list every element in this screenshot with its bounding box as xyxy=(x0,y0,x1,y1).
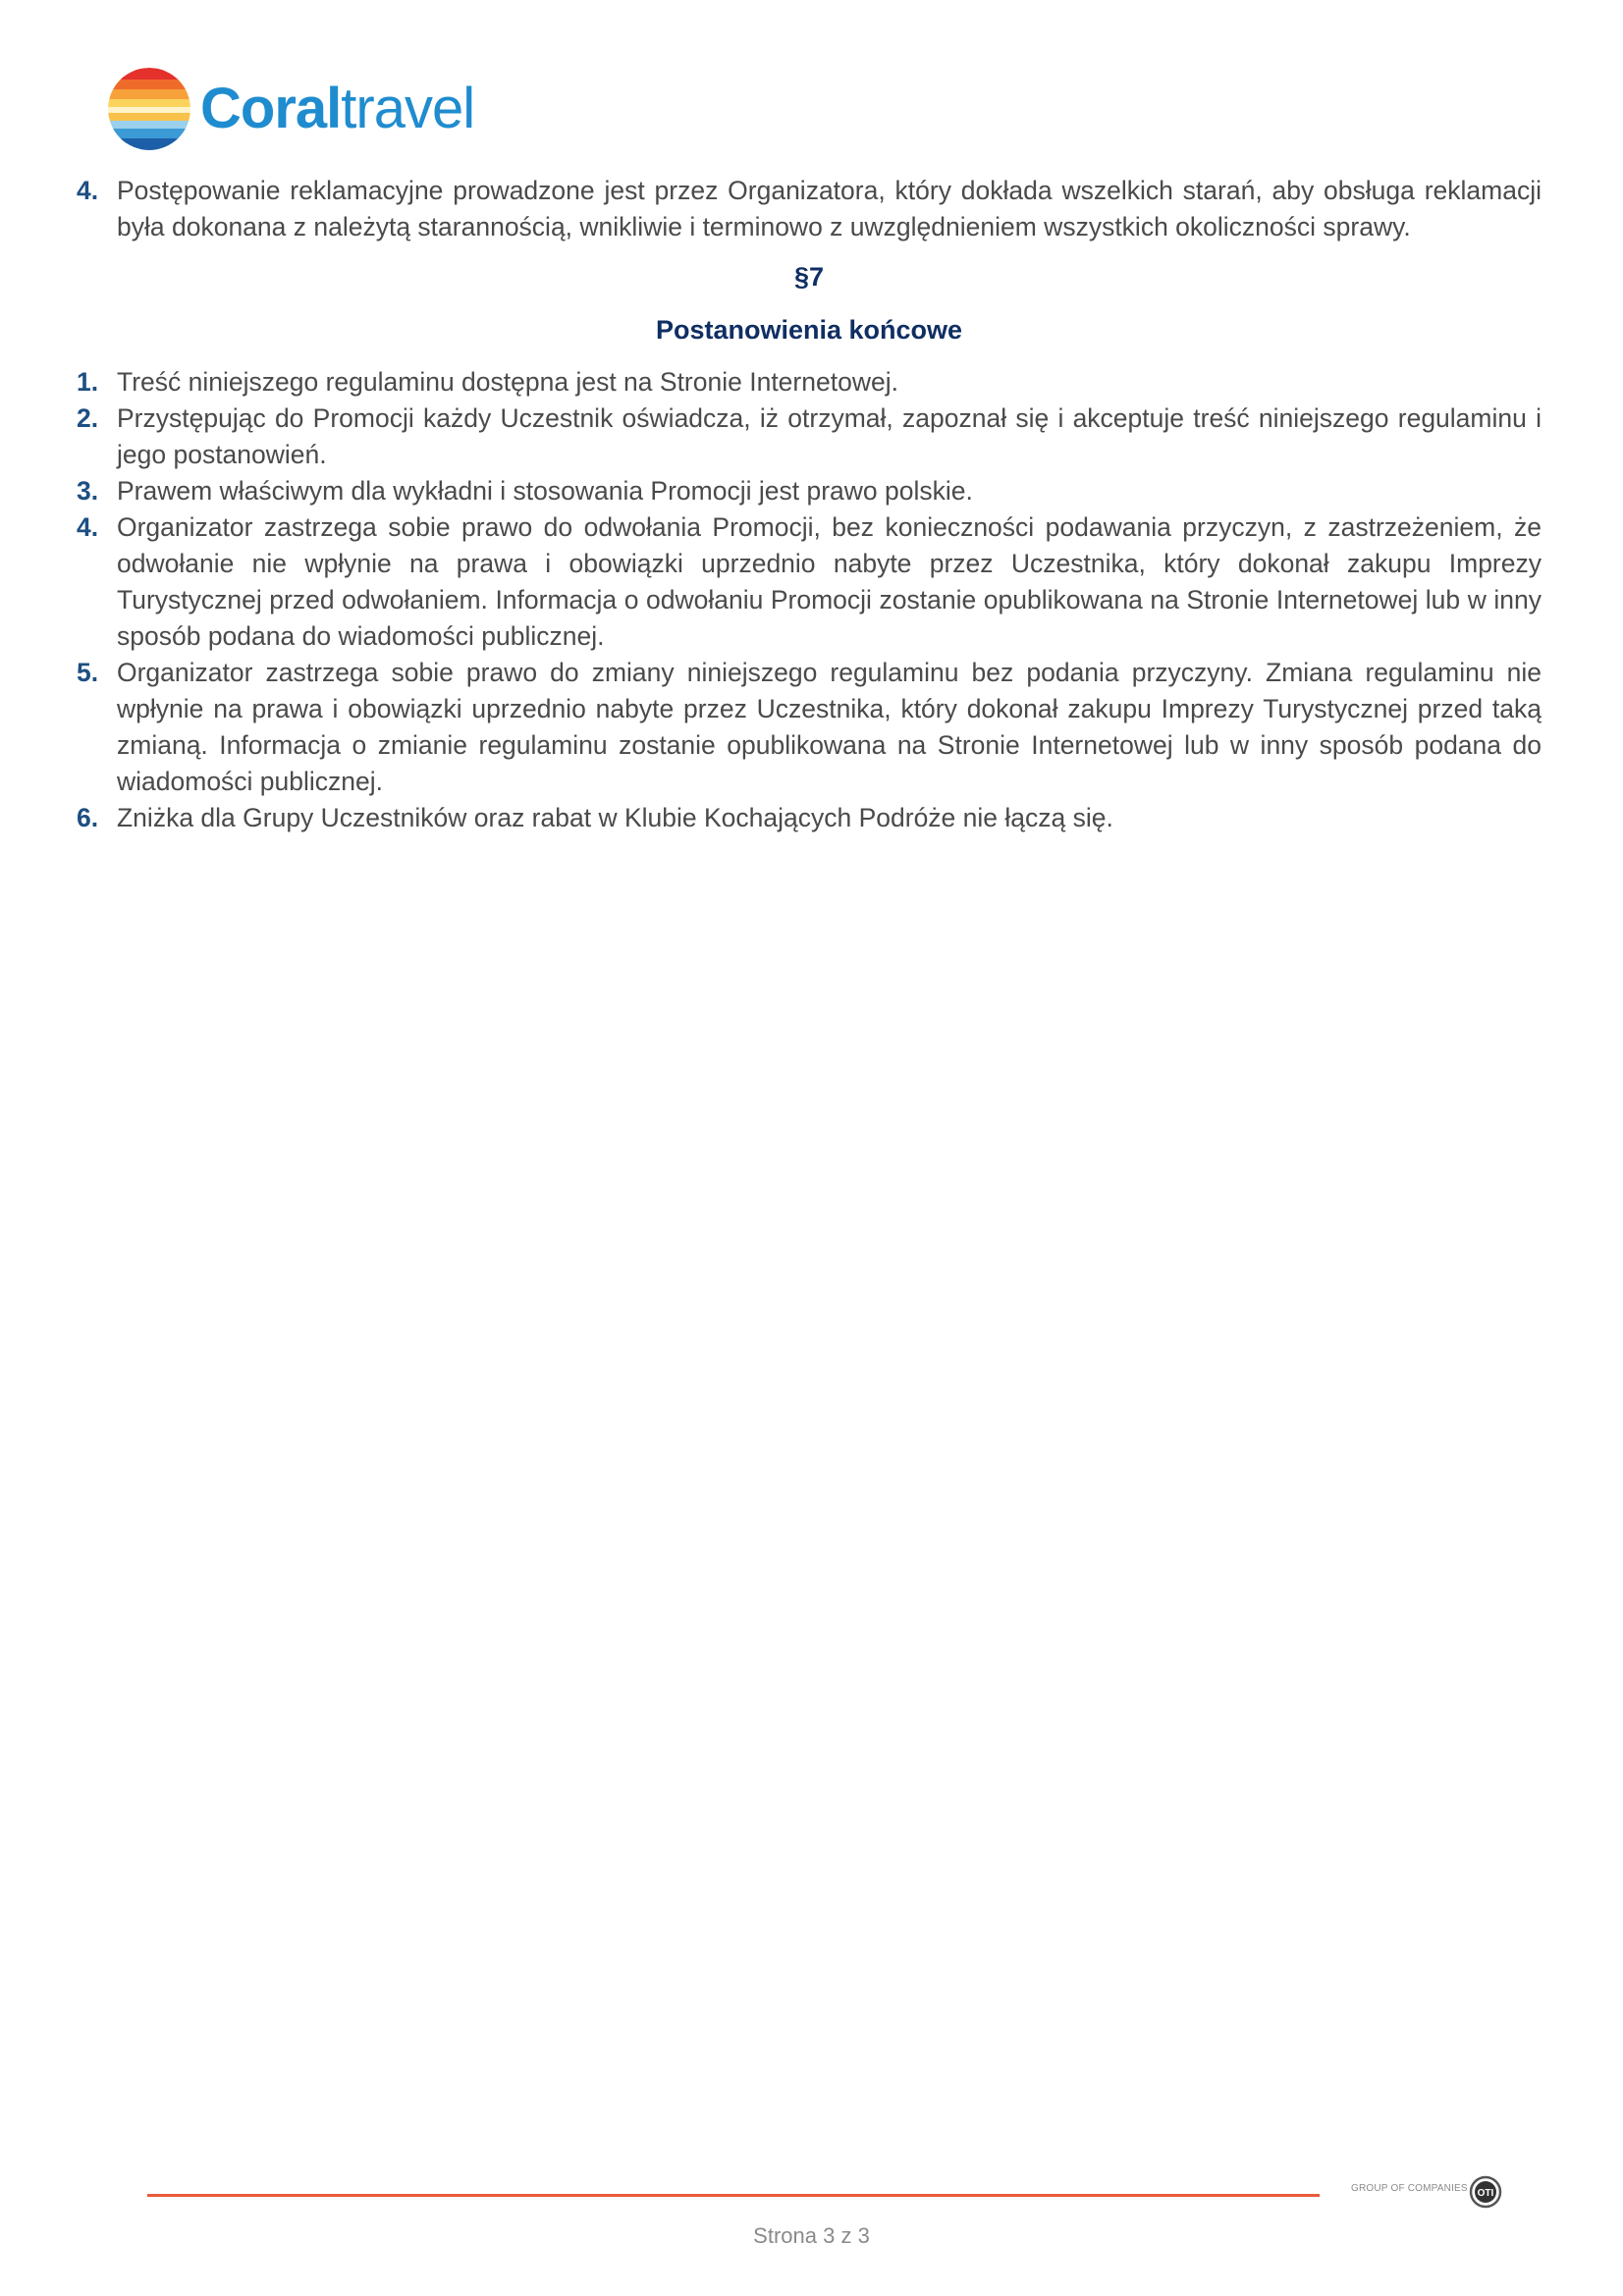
logo-brand-bold: Coral xyxy=(200,77,342,140)
logo-brand-light: travel xyxy=(341,77,475,140)
item-text: Przystępując do Promocji każdy Uczestnik oświadcza, iż otrzymał, zapoznał się i akceptuje treść niniejszego regulaminu i jego postanowień. xyxy=(117,403,1542,469)
footer-divider xyxy=(147,2194,1320,2197)
list-item xyxy=(77,173,1542,245)
item-number: 6. xyxy=(77,803,99,832)
group-of-companies-label: GROUP OF COMPANIES xyxy=(1351,2183,1468,2194)
list-item xyxy=(77,400,1542,473)
item-number: 2. xyxy=(77,403,99,433)
coral-sun-stripes-icon xyxy=(108,68,190,150)
item-number: 4. xyxy=(77,176,99,205)
list-item xyxy=(77,364,1542,400)
list-item xyxy=(77,509,1542,655)
oti-logo-text: OTI xyxy=(1477,2188,1494,2199)
item-text: Postępowanie reklamacyjne prowadzone jest przez Organizatora, który dokłada wszelkich starań, aby obsługa reklamacji była dokonana z należytą starannością, wnikliwie i terminowo z uwzględnieniem wszystkich okoliczności sprawy. xyxy=(117,176,1542,241)
section7-list xyxy=(77,364,1542,836)
item-number: 4. xyxy=(77,512,99,542)
logo-wordmark xyxy=(200,77,475,140)
oti-logo-icon xyxy=(1469,2175,1502,2209)
document-body xyxy=(77,173,1542,836)
item-text: Treść niniejszego regulaminu dostępna jest na Stronie Internetowej. xyxy=(117,367,898,397)
list-item xyxy=(77,655,1542,800)
item-text: Organizator zastrzega sobie prawo do zmiany niniejszego regulaminu bez podania przyczyny. Zmiana regulaminu nie wpłynie na prawa i obowiązki uprzednio nabyte przez Uczestnika, który dokonał zakupu Imprezy Turystycznej przed taką zmianą. Informacja o zmianie regulaminu zostanie opublikowana na Stronie Internetowej lub w inny sposób podana do wiadomości publicznej. xyxy=(117,658,1542,796)
item-text: Zniżka dla Grupy Uczestników oraz rabat w Klubie Kochających Podróże nie łączą się. xyxy=(117,803,1113,832)
item-text: Prawem właściwym dla wykładni i stosowania Promocji jest prawo polskie. xyxy=(117,476,973,506)
list-item xyxy=(77,473,1542,509)
item-text: Organizator zastrzega sobie prawo do odwołania Promocji, bez konieczności podawania przyczyn, z zastrzeżeniem, że odwołanie nie wpłynie na prawa i obowiązki uprzednio nabyte przez Uczestnika, który dokonał zakupu Imprezy Turystycznej przed odwołaniem. Informacja o odwołaniu Promocji zostanie opublikowana na Stronie Internetowej lub w inny sposób podana do wiadomości publicznej. xyxy=(117,512,1542,651)
item-number: 1. xyxy=(77,367,99,397)
list-item xyxy=(77,800,1542,836)
coral-travel-logo xyxy=(108,67,474,151)
page-number: Strona 3 z 3 xyxy=(753,2223,870,2248)
item-number: 3. xyxy=(77,476,99,506)
prev-section-list xyxy=(77,173,1542,245)
section-title: Postanowienia końcowe xyxy=(655,315,963,345)
item-number: 5. xyxy=(77,658,99,687)
section-sign: §7 xyxy=(793,262,825,292)
